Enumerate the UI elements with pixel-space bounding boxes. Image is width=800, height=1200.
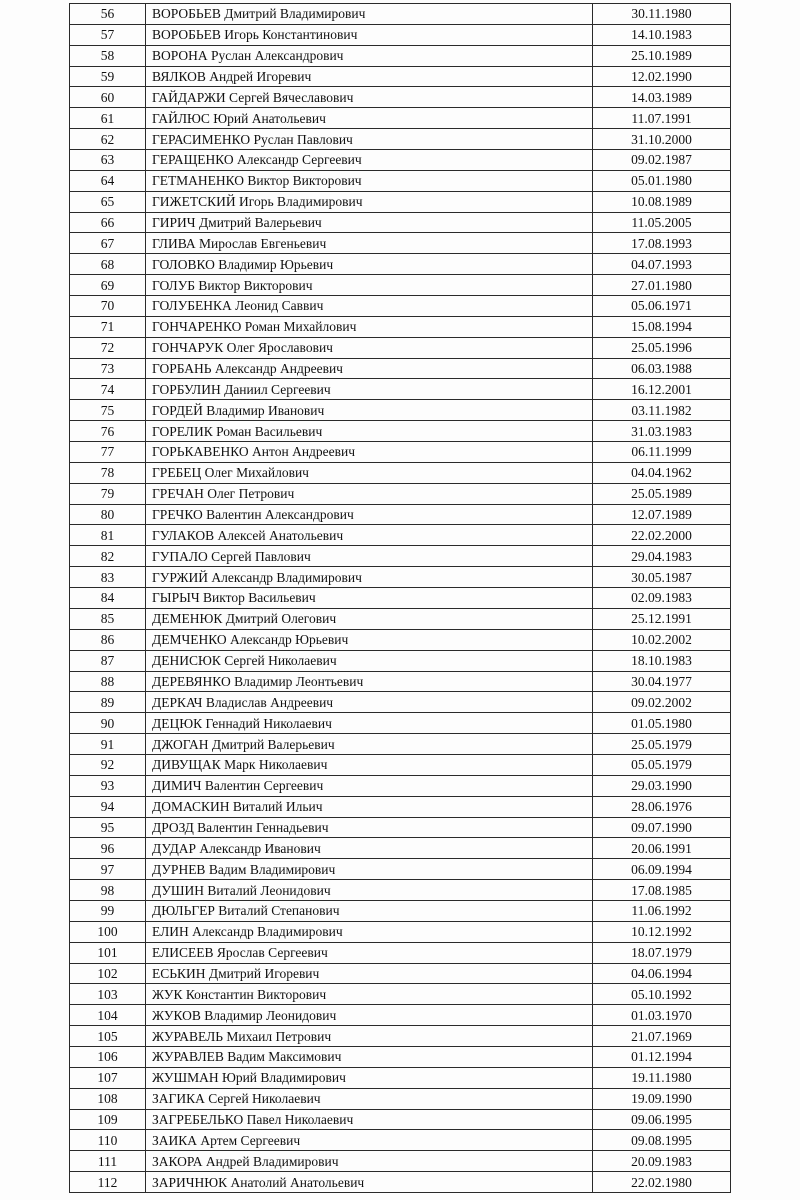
row-number: 77 <box>70 442 146 463</box>
person-name: ДЕРКАЧ Владислав Андреевич <box>146 692 593 713</box>
table-row <box>70 1088 731 1109</box>
birth-date: 25.12.1991 <box>593 608 731 629</box>
birth-date: 11.07.1991 <box>593 108 731 129</box>
person-name: ЗАГИКА Сергей Николаевич <box>146 1088 593 1109</box>
birth-date: 04.04.1962 <box>593 462 731 483</box>
row-number: 80 <box>70 504 146 525</box>
person-name: ГЕРАЩЕНКО Александр Сергеевич <box>146 150 593 171</box>
birth-date: 01.03.1970 <box>593 1005 731 1026</box>
person-name: ДУРНЕВ Вадим Владимирович <box>146 859 593 880</box>
table-row <box>70 671 731 692</box>
person-name: ГЕТМАНЕНКО Виктор Викторович <box>146 170 593 191</box>
birth-date: 03.11.1982 <box>593 400 731 421</box>
row-number: 93 <box>70 775 146 796</box>
birth-date: 11.06.1992 <box>593 900 731 921</box>
roster-table <box>69 3 731 1193</box>
row-number: 59 <box>70 66 146 87</box>
row-number: 101 <box>70 942 146 963</box>
table-row <box>70 713 731 734</box>
table-row <box>70 254 731 275</box>
table-row <box>70 838 731 859</box>
person-name: ГОРДЕЙ Владимир Иванович <box>146 400 593 421</box>
birth-date: 29.04.1983 <box>593 546 731 567</box>
row-number: 81 <box>70 525 146 546</box>
row-number: 104 <box>70 1005 146 1026</box>
person-name: ГОЛУБ Виктор Викторович <box>146 275 593 296</box>
person-name: ГУЛАКОВ Алексей Анатольевич <box>146 525 593 546</box>
row-number: 75 <box>70 400 146 421</box>
table-row <box>70 296 731 317</box>
row-number: 83 <box>70 567 146 588</box>
row-number: 97 <box>70 859 146 880</box>
table-row <box>70 400 731 421</box>
person-name: ГИЖЕТСКИЙ Игорь Владимирович <box>146 191 593 212</box>
row-number: 94 <box>70 796 146 817</box>
person-name: ГОЛОВКО Владимир Юрьевич <box>146 254 593 275</box>
table-row <box>70 129 731 150</box>
birth-date: 09.07.1990 <box>593 817 731 838</box>
person-name: ГРЕЧКО Валентин Александрович <box>146 504 593 525</box>
birth-date: 09.02.1987 <box>593 150 731 171</box>
table-row <box>70 358 731 379</box>
person-name: ЗАГРЕБЕЛЬКО Павел Николаевич <box>146 1109 593 1130</box>
table-row <box>70 942 731 963</box>
table-row <box>70 504 731 525</box>
table-row <box>70 963 731 984</box>
row-number: 111 <box>70 1151 146 1172</box>
person-name: ГЫРЫЧ Виктор Васильевич <box>146 588 593 609</box>
row-number: 64 <box>70 170 146 191</box>
row-number: 86 <box>70 629 146 650</box>
row-number: 98 <box>70 880 146 901</box>
person-name: ГУРЖИЙ Александр Владимирович <box>146 567 593 588</box>
birth-date: 28.06.1976 <box>593 796 731 817</box>
person-name: ГАЙЛЮС Юрий Анатольевич <box>146 108 593 129</box>
row-number: 92 <box>70 754 146 775</box>
person-name: ДРОЗД Валентин Геннадьевич <box>146 817 593 838</box>
birth-date: 04.06.1994 <box>593 963 731 984</box>
table-row <box>70 1172 731 1193</box>
table-row <box>70 880 731 901</box>
table-row <box>70 4 731 25</box>
row-number: 57 <box>70 24 146 45</box>
person-name: ГОРЬКАВЕНКО Антон Андреевич <box>146 442 593 463</box>
table-row <box>70 608 731 629</box>
table-row <box>70 379 731 400</box>
row-number: 69 <box>70 275 146 296</box>
table-row <box>70 1067 731 1088</box>
birth-date: 31.10.2000 <box>593 129 731 150</box>
row-number: 78 <box>70 462 146 483</box>
table-row <box>70 796 731 817</box>
row-number: 73 <box>70 358 146 379</box>
birth-date: 04.07.1993 <box>593 254 731 275</box>
person-name: ДЕМЕНЮК Дмитрий Олегович <box>146 608 593 629</box>
person-name: ЖУКОВ Владимир Леонидович <box>146 1005 593 1026</box>
table-row <box>70 921 731 942</box>
person-name: ЗАИКА Артем Сергеевич <box>146 1130 593 1151</box>
birth-date: 25.05.1989 <box>593 483 731 504</box>
row-number: 103 <box>70 984 146 1005</box>
birth-date: 02.09.1983 <box>593 588 731 609</box>
birth-date: 18.07.1979 <box>593 942 731 963</box>
row-number: 65 <box>70 191 146 212</box>
table-row <box>70 1151 731 1172</box>
table-row <box>70 462 731 483</box>
roster-table-body <box>70 4 731 1193</box>
row-number: 99 <box>70 900 146 921</box>
person-name: ДУШИН Виталий Леонидович <box>146 880 593 901</box>
table-row <box>70 1005 731 1026</box>
birth-date: 10.12.1992 <box>593 921 731 942</box>
person-name: ГРЕЧАН Олег Петрович <box>146 483 593 504</box>
birth-date: 12.02.1990 <box>593 66 731 87</box>
row-number: 70 <box>70 296 146 317</box>
row-number: 91 <box>70 734 146 755</box>
birth-date: 11.05.2005 <box>593 212 731 233</box>
row-number: 100 <box>70 921 146 942</box>
row-number: 71 <box>70 316 146 337</box>
row-number: 68 <box>70 254 146 275</box>
table-row <box>70 191 731 212</box>
row-number: 82 <box>70 546 146 567</box>
birth-date: 06.09.1994 <box>593 859 731 880</box>
person-name: ДЕМЧЕНКО Александр Юрьевич <box>146 629 593 650</box>
row-number: 60 <box>70 87 146 108</box>
row-number: 108 <box>70 1088 146 1109</box>
person-name: ДИМИЧ Валентин Сергеевич <box>146 775 593 796</box>
table-row <box>70 984 731 1005</box>
row-number: 88 <box>70 671 146 692</box>
birth-date: 05.06.1971 <box>593 296 731 317</box>
birth-date: 17.08.1993 <box>593 233 731 254</box>
row-number: 63 <box>70 150 146 171</box>
person-name: ГОЛУБЕНКА Леонид Саввич <box>146 296 593 317</box>
birth-date: 27.01.1980 <box>593 275 731 296</box>
row-number: 62 <box>70 129 146 150</box>
person-name: ДЖОГАН Дмитрий Валерьевич <box>146 734 593 755</box>
person-name: ВОРОБЬЕВ Дмитрий Владимирович <box>146 4 593 25</box>
table-row <box>70 1109 731 1130</box>
birth-date: 05.05.1979 <box>593 754 731 775</box>
birth-date: 06.03.1988 <box>593 358 731 379</box>
birth-date: 30.05.1987 <box>593 567 731 588</box>
row-number: 66 <box>70 212 146 233</box>
table-row <box>70 66 731 87</box>
row-number: 112 <box>70 1172 146 1193</box>
table-row <box>70 233 731 254</box>
table-row <box>70 1046 731 1067</box>
table-row <box>70 629 731 650</box>
birth-date: 19.11.1980 <box>593 1067 731 1088</box>
person-name: ЕЛИН Александр Владимирович <box>146 921 593 942</box>
birth-date: 29.03.1990 <box>593 775 731 796</box>
birth-date: 25.05.1979 <box>593 734 731 755</box>
birth-date: 17.08.1985 <box>593 880 731 901</box>
table-row <box>70 87 731 108</box>
person-name: ГАЙДАРЖИ Сергей Вячеславович <box>146 87 593 108</box>
birth-date: 20.06.1991 <box>593 838 731 859</box>
row-number: 95 <box>70 817 146 838</box>
person-name: ГУПАЛО Сергей Павлович <box>146 546 593 567</box>
row-number: 58 <box>70 45 146 66</box>
table-row <box>70 45 731 66</box>
row-number: 89 <box>70 692 146 713</box>
birth-date: 31.03.1983 <box>593 421 731 442</box>
birth-date: 14.03.1989 <box>593 87 731 108</box>
row-number: 110 <box>70 1130 146 1151</box>
person-name: ГИРИЧ Дмитрий Валерьевич <box>146 212 593 233</box>
row-number: 90 <box>70 713 146 734</box>
birth-date: 22.02.2000 <box>593 525 731 546</box>
birth-date: 09.08.1995 <box>593 1130 731 1151</box>
birth-date: 30.11.1980 <box>593 4 731 25</box>
table-row <box>70 775 731 796</box>
person-name: ДЕЦЮК Геннадий Николаевич <box>146 713 593 734</box>
birth-date: 01.12.1994 <box>593 1046 731 1067</box>
birth-date: 12.07.1989 <box>593 504 731 525</box>
birth-date: 25.10.1989 <box>593 45 731 66</box>
table-row <box>70 546 731 567</box>
table-row <box>70 525 731 546</box>
row-number: 79 <box>70 483 146 504</box>
row-number: 56 <box>70 4 146 25</box>
person-name: ВЯЛКОВ Андрей Игоревич <box>146 66 593 87</box>
person-name: ГОРБАНЬ Александр Андреевич <box>146 358 593 379</box>
person-name: ВОРОБЬЕВ Игорь Константинович <box>146 24 593 45</box>
table-row <box>70 212 731 233</box>
table-row <box>70 24 731 45</box>
table-row <box>70 108 731 129</box>
birth-date: 05.01.1980 <box>593 170 731 191</box>
table-row <box>70 692 731 713</box>
person-name: ДЕРЕВЯНКО Владимир Леонтьевич <box>146 671 593 692</box>
person-name: ГОРЕЛИК Роман Васильевич <box>146 421 593 442</box>
person-name: ВОРОНА Руслан Александрович <box>146 45 593 66</box>
table-row <box>70 567 731 588</box>
birth-date: 14.10.1983 <box>593 24 731 45</box>
birth-date: 06.11.1999 <box>593 442 731 463</box>
table-row <box>70 275 731 296</box>
table-row <box>70 650 731 671</box>
person-name: ГОНЧАРУК Олег Ярославович <box>146 337 593 358</box>
birth-date: 01.05.1980 <box>593 713 731 734</box>
row-number: 72 <box>70 337 146 358</box>
birth-date: 18.10.1983 <box>593 650 731 671</box>
birth-date: 20.09.1983 <box>593 1151 731 1172</box>
person-name: ЕСЬКИН Дмитрий Игоревич <box>146 963 593 984</box>
person-name: ЖУРАВЕЛЬ Михаил Петрович <box>146 1026 593 1047</box>
table-row <box>70 442 731 463</box>
birth-date: 09.02.2002 <box>593 692 731 713</box>
person-name: ГОНЧАРЕНКО Роман Михайлович <box>146 316 593 337</box>
person-name: ГЕРАСИМЕНКО Руслан Павлович <box>146 129 593 150</box>
table-row <box>70 588 731 609</box>
row-number: 96 <box>70 838 146 859</box>
row-number: 87 <box>70 650 146 671</box>
person-name: ДУДАР Александр Иванович <box>146 838 593 859</box>
birth-date: 15.08.1994 <box>593 316 731 337</box>
birth-date: 09.06.1995 <box>593 1109 731 1130</box>
row-number: 109 <box>70 1109 146 1130</box>
table-row <box>70 421 731 442</box>
table-row <box>70 170 731 191</box>
birth-date: 16.12.2001 <box>593 379 731 400</box>
birth-date: 10.08.1989 <box>593 191 731 212</box>
person-name: ДЕНИСЮК Сергей Николаевич <box>146 650 593 671</box>
table-row <box>70 150 731 171</box>
table-row <box>70 483 731 504</box>
row-number: 106 <box>70 1046 146 1067</box>
birth-date: 25.05.1996 <box>593 337 731 358</box>
person-name: ЖУК Константин Викторович <box>146 984 593 1005</box>
person-name: ДЮЛЬГЕР Виталий Степанович <box>146 900 593 921</box>
birth-date: 22.02.1980 <box>593 1172 731 1193</box>
row-number: 105 <box>70 1026 146 1047</box>
table-row <box>70 900 731 921</box>
table-row <box>70 1026 731 1047</box>
person-name: ЗАРИЧНЮК Анатолий Анатольевич <box>146 1172 593 1193</box>
table-row <box>70 316 731 337</box>
birth-date: 30.04.1977 <box>593 671 731 692</box>
person-name: ГРЕБЕЦ Олег Михайлович <box>146 462 593 483</box>
birth-date: 21.07.1969 <box>593 1026 731 1047</box>
row-number: 107 <box>70 1067 146 1088</box>
person-name: ЗАКОРА Андрей Владимирович <box>146 1151 593 1172</box>
person-name: ЖУШМАН Юрий Владимирович <box>146 1067 593 1088</box>
table-row <box>70 734 731 755</box>
person-name: ГЛИВА Мирослав Евгеньевич <box>146 233 593 254</box>
row-number: 76 <box>70 421 146 442</box>
row-number: 102 <box>70 963 146 984</box>
birth-date: 05.10.1992 <box>593 984 731 1005</box>
row-number: 67 <box>70 233 146 254</box>
person-name: ДИВУЩАК Марк Николаевич <box>146 754 593 775</box>
row-number: 61 <box>70 108 146 129</box>
table-row <box>70 337 731 358</box>
row-number: 74 <box>70 379 146 400</box>
person-name: ДОМАСКИН Виталий Ильич <box>146 796 593 817</box>
person-name: ЕЛИСЕЕВ Ярослав Сергеевич <box>146 942 593 963</box>
row-number: 84 <box>70 588 146 609</box>
person-name: ЖУРАВЛЕВ Вадим Максимович <box>146 1046 593 1067</box>
person-name: ГОРБУЛИН Даниил Сергеевич <box>146 379 593 400</box>
table-row <box>70 859 731 880</box>
table-row <box>70 754 731 775</box>
birth-date: 10.02.2002 <box>593 629 731 650</box>
row-number: 85 <box>70 608 146 629</box>
table-row <box>70 817 731 838</box>
birth-date: 19.09.1990 <box>593 1088 731 1109</box>
table-row <box>70 1130 731 1151</box>
